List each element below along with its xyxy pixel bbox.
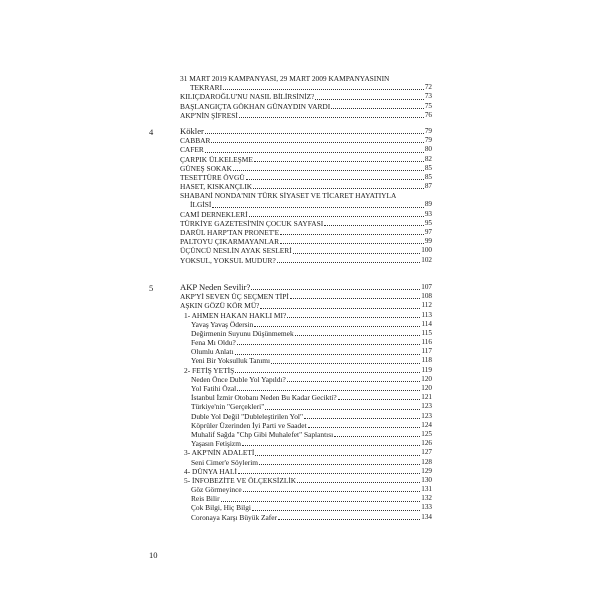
toc-page-number: 82 [424, 154, 432, 163]
toc-entry-title: ÜÇÜNCÜ NESLİN AYAK SESLERİ [180, 246, 292, 256]
toc-entry-title: YOKSUL, YOKSUL MUDUR? [180, 255, 276, 265]
toc-page-number: 134 [421, 512, 432, 521]
toc-entry[interactable] [191, 329, 432, 338]
dot-leader [287, 381, 420, 382]
toc-page-number: 133 [421, 503, 432, 512]
toc-entry[interactable] [191, 513, 432, 522]
toc-entry[interactable] [180, 182, 432, 191]
toc-page-number: 117 [421, 347, 432, 356]
toc-page-number: 79 [424, 126, 432, 135]
toc-entry-title: Coronaya Karşı Büyük Zafer [191, 512, 277, 522]
dot-leader [331, 108, 424, 109]
toc-entry-title: CAFER [180, 145, 204, 155]
toc-entry-title: 4- DÜNYA HALİ [184, 466, 237, 476]
toc-entry[interactable] [191, 430, 432, 439]
toc-section [0, 127, 600, 265]
toc-page-number: 130 [421, 475, 432, 484]
toc-entry[interactable] [180, 111, 432, 120]
toc-entry-title: Seni Cimer'e Söylerim [191, 457, 259, 467]
toc-entry-title: TÜRKİYE GAZETESİ'NİN ÇOCUK SAYFASI [180, 218, 324, 228]
toc-entry-title: Değirmenin Suyunu Düşünmemek [191, 328, 294, 338]
dot-leader [253, 188, 424, 189]
toc-entry-title: Yaşasın Fetişizm [191, 439, 241, 449]
toc-page-number: 108 [421, 292, 432, 301]
toc-entry-title: PALTOYU ÇIKARMAYANLAR [180, 237, 280, 247]
toc-page-number: 100 [421, 246, 432, 255]
toc-entry[interactable] [180, 219, 432, 228]
toc-page-number: 89 [424, 200, 432, 209]
dot-leader [205, 152, 424, 153]
toc-entry-title: DARÜL HARP'TAN PRONET'E [180, 228, 280, 238]
toc-entry[interactable] [180, 228, 432, 237]
toc-entry[interactable] [191, 320, 432, 329]
toc-page-number: 118 [421, 356, 432, 365]
toc-entry-title: Fena Mı Oldu? [191, 338, 236, 348]
dot-leader [278, 519, 420, 520]
toc-page-number: 123 [421, 411, 432, 420]
dot-leader [324, 225, 424, 226]
toc-entry[interactable] [180, 164, 432, 173]
toc-entry-continuation[interactable] [190, 83, 432, 92]
toc-page-number: 125 [421, 429, 432, 438]
toc-page-number: 87 [424, 182, 432, 191]
dot-leader [235, 372, 420, 373]
page-number: 10 [149, 550, 158, 560]
toc-page-number: 124 [421, 420, 432, 429]
toc-page-number: 127 [421, 448, 432, 457]
toc-entry-title: TESETTÜRE ÖVGÜ [180, 172, 245, 182]
toc-entry-title: 1- AHMEN HAKAN HAKLI MI? [184, 310, 287, 320]
dot-leader [280, 243, 424, 244]
dot-leader [239, 117, 424, 118]
dot-leader [211, 142, 423, 143]
toc-entry-title: SHABANİ NONDA'NIN TÜRK SİYASET VE TİCARET HAYATIYLA [180, 191, 397, 201]
toc-page-number: 102 [421, 255, 432, 264]
toc-entry[interactable] [180, 210, 432, 219]
toc-entry-title-continued: TEKRARI [190, 83, 223, 93]
toc-entry-title: Neden Önce Duble Yol Yapıldı? [191, 374, 286, 384]
toc-entry-title: Çok Bilgi, Hiç Bilgi [191, 503, 251, 513]
dot-leader [205, 133, 424, 134]
toc-entry-title: AKP Neden Sevilir? [180, 282, 251, 292]
dot-leader [255, 455, 420, 456]
toc-entry-title: 3- AKP'NİN ADALETİ [184, 448, 255, 458]
dot-leader [308, 427, 421, 428]
dot-leader [221, 501, 421, 502]
dot-leader [235, 354, 421, 355]
toc-entry-title-continued: İLGİSİ [190, 200, 212, 210]
toc-page-number: 80 [424, 145, 432, 154]
toc-page-number: 114 [421, 319, 432, 328]
toc-entry[interactable] [191, 393, 432, 402]
toc-entry[interactable] [191, 357, 432, 366]
toc-page-number: 85 [424, 163, 432, 172]
toc-entry-title: KILIÇDAROĞLU'NU NASIL BİLİRSİNİZ? [180, 92, 315, 102]
toc-entry[interactable] [184, 311, 432, 320]
toc-entry-title: 2- FETİŞ YETİŞ [184, 365, 235, 375]
toc-entry[interactable] [191, 338, 432, 347]
toc-page-number: 97 [424, 228, 432, 237]
toc-entry[interactable] [191, 421, 432, 430]
toc-entry-title: HASET, KISKANÇLIK [180, 182, 253, 192]
toc-entry[interactable] [180, 246, 432, 255]
dot-leader [271, 363, 420, 364]
toc-page-number: 113 [421, 310, 432, 319]
toc-page-number: 119 [421, 365, 432, 374]
toc-entry[interactable] [191, 485, 432, 494]
dot-leader [260, 308, 420, 309]
toc-page-number: 120 [421, 374, 432, 383]
toc-page-number: 121 [421, 393, 432, 402]
dot-leader [237, 390, 420, 391]
dot-leader [265, 409, 420, 410]
toc-entry-title: Yeni Bir Yoksulluk Tanımı [191, 356, 271, 366]
dot-leader [334, 436, 420, 437]
dot-leader [243, 491, 421, 492]
toc-entry-title: Kökler [180, 126, 204, 136]
toc-page-number: 85 [424, 172, 432, 181]
toc-page-number: 76 [424, 110, 432, 119]
toc-entry-title: ÇARPIK ÜLKELEŞME [180, 154, 253, 164]
toc-entry-title: CABBAR [180, 136, 211, 146]
dot-leader [254, 161, 424, 162]
dot-leader [223, 89, 424, 90]
toc-page-number: 116 [421, 338, 432, 347]
toc-section [0, 74, 600, 120]
toc-entry[interactable] [191, 494, 432, 503]
toc-entry[interactable] [180, 127, 432, 136]
toc-entry[interactable] [180, 191, 432, 200]
toc-entry[interactable] [191, 402, 432, 411]
toc-page-number: 120 [421, 384, 432, 393]
dot-leader [280, 234, 424, 235]
toc-entry-title: BAŞLANGIÇTA GÖKHAN GÜNAYDIN VARDI [180, 101, 331, 111]
dot-leader [212, 207, 423, 208]
toc-page-number: 123 [421, 402, 432, 411]
toc-page-number: 112 [421, 301, 432, 310]
toc-page-number: 131 [421, 485, 432, 494]
dot-leader [233, 170, 424, 171]
toc-entry[interactable] [184, 476, 432, 485]
toc-page-number: 132 [421, 494, 432, 503]
toc-entry-title: AKP'Yİ SEVEN ÜÇ SEÇMEN TİPİ [180, 292, 289, 302]
toc-entry-title: Köprüler Üzerinden İyi Parti ve Saadet [191, 420, 307, 430]
toc-entry[interactable] [180, 74, 432, 83]
toc-entry[interactable] [180, 92, 432, 101]
toc-entry-title: 31 MART 2019 KAMPANYASI, 29 MART 2009 KAMPANYASININ [180, 73, 390, 83]
dot-leader [259, 464, 420, 465]
dot-leader [277, 262, 420, 263]
toc-entry-title: GÜNEŞ SOKAK [180, 163, 232, 173]
toc-section [0, 283, 600, 522]
toc-entry-title: Yol Fatihi Özal [191, 384, 237, 394]
toc-entry[interactable] [180, 102, 432, 111]
toc-page-number: 79 [424, 136, 432, 145]
toc-entry-title: İstanbul İzmir Otobanı Neden Bu Kadar Gecikti? [191, 393, 337, 403]
toc-entry[interactable] [191, 375, 432, 384]
toc-page-number: 72 [424, 83, 432, 92]
toc-entry[interactable] [191, 504, 432, 513]
toc-entry-continuation[interactable] [190, 201, 432, 210]
toc-entry-title: AKP'NİN ŞİFRESİ [180, 110, 238, 120]
toc-entry[interactable] [191, 439, 432, 448]
chapter-number: 5 [149, 283, 154, 293]
dot-leader [237, 344, 421, 345]
toc-entry-title: Yavaş Yavaş Ödersin [191, 319, 254, 329]
dot-leader [254, 326, 420, 327]
toc-entry[interactable] [180, 283, 432, 292]
toc-entry[interactable] [191, 412, 432, 421]
toc-entry[interactable] [180, 237, 432, 246]
dot-leader [246, 179, 424, 180]
toc-entry[interactable] [180, 256, 432, 265]
toc-entry-title: AŞKIN GÖZÜ KÖR MÜ? [180, 301, 260, 311]
toc-page-number: 107 [421, 282, 432, 291]
toc-entry[interactable] [180, 301, 432, 310]
toc-page-number: 95 [424, 218, 432, 227]
dot-leader [295, 335, 421, 336]
dot-leader [304, 418, 420, 419]
toc-page-number: 99 [424, 237, 432, 246]
toc-entry[interactable] [180, 155, 432, 164]
dot-leader [290, 298, 420, 299]
dot-leader [242, 445, 420, 446]
toc-entry-title: CAMİ DERNEKLERİ [180, 209, 248, 219]
toc-entry[interactable] [191, 384, 432, 393]
toc-entry[interactable] [184, 366, 432, 375]
toc-entry[interactable] [180, 136, 432, 145]
toc-page-number: 75 [424, 101, 432, 110]
toc-entry-title: Göz Görmeyince [191, 485, 242, 495]
dot-leader [251, 289, 420, 290]
dot-leader [252, 510, 420, 511]
toc-entry-title: Duble Yol Değil "Dubleleştirilen Yol" [191, 411, 303, 421]
toc-entry[interactable] [184, 467, 432, 476]
dot-leader [315, 99, 423, 100]
dot-leader [293, 253, 421, 254]
toc-entry[interactable] [191, 347, 432, 356]
chapter-number: 4 [149, 127, 154, 137]
toc-entry[interactable] [180, 145, 432, 154]
toc-page-number: 128 [421, 457, 432, 466]
toc-entry-title: Muhalif Sağda "Chp Gibi Muhalefet" Saplantısı [191, 429, 334, 439]
toc-page-number: 115 [421, 328, 432, 337]
toc-entry[interactable] [184, 448, 432, 457]
toc-page-number: 126 [421, 439, 432, 448]
toc-entry-title: Türkiye'nin "Gerçekleri" [191, 402, 265, 412]
toc-page-number: 129 [421, 466, 432, 475]
dot-leader [338, 399, 421, 400]
dot-leader [249, 216, 424, 217]
toc-entry[interactable] [191, 458, 432, 467]
dot-leader [297, 482, 420, 483]
toc-entry-title: Reis Bilir [191, 494, 220, 504]
toc-page-number: 93 [424, 209, 432, 218]
toc-entry[interactable] [180, 292, 432, 301]
toc-page-number: 73 [424, 92, 432, 101]
dot-leader [287, 317, 420, 318]
toc-entry-title: Olumlu Anlatı [191, 347, 234, 357]
dot-leader [238, 473, 420, 474]
toc-entry-title: 5- İNFOBEZİTE VE ÖLÇEKSİZLİK [184, 475, 297, 485]
toc-entry[interactable] [180, 173, 432, 182]
